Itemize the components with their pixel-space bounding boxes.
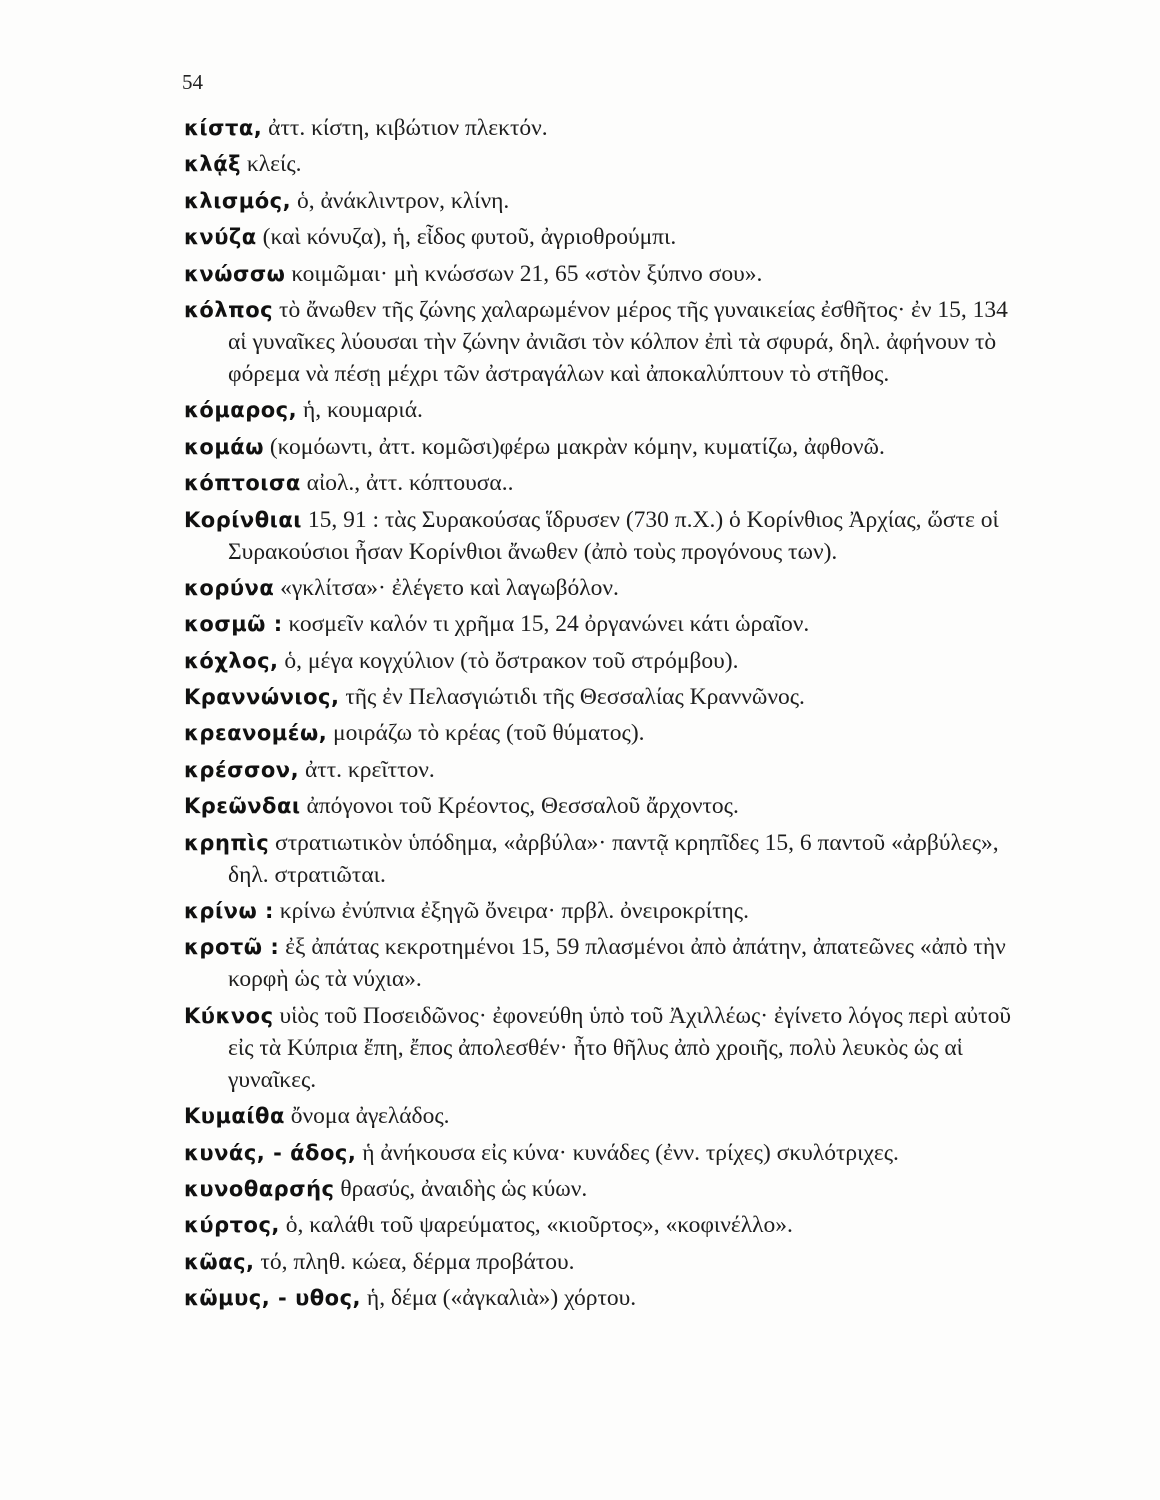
glossary-entry	[184, 895, 1014, 927]
glossary-entry	[184, 221, 1014, 253]
glossary-entry	[184, 467, 1014, 499]
glossary-entry	[184, 1100, 1014, 1132]
entry-lemma: κυνοθαρσής	[184, 1176, 335, 1201]
entry-definition: «γκλίτσα»· ἐλέγετο καὶ λαγωβόλον.	[274, 574, 619, 601]
glossary-entries	[184, 112, 1014, 1319]
entry-definition: ἡ ἀνήκουσα εἰς κύνα· κυνάδες (ἐνν. τρίχες) σκυλότριχες.	[356, 1139, 899, 1166]
entry-lemma: κροτῶ :	[184, 935, 280, 960]
page-number: 54	[182, 70, 203, 94]
entry-definition: ἡ, κουμαριά.	[297, 397, 423, 424]
glossary-entry	[184, 112, 1014, 144]
entry-definition: αἰολ., ἀττ. κόπτουσα..	[300, 470, 514, 497]
entry-lemma: κορύνα	[184, 575, 275, 600]
glossary-entry	[184, 1282, 1014, 1314]
entry-definition: κρίνω ἐνύπνια ἐξηγῶ ὄνειρα· πρβλ. ὀνειροκρίτης.	[273, 898, 749, 925]
entry-lemma: κῶας,	[184, 1249, 255, 1274]
entry-definition: 15, 91 : τὰς Συρακούσας ἵδρυσεν (730 π.Χ.) ὁ Κορίνθιος Ἀρχίας, ὥστε οἱ Συρακούσιοι ἦσαν Κορίνθιοι ἄνωθεν (ἀπὸ τοὺς προγόνους των).	[228, 506, 999, 565]
entry-lemma: κόμαρος,	[184, 398, 298, 423]
entry-definition: στρατιωτικὸν ὑπόδημα, «ἀρβύλα»· παντᾷ κρηπῖδες 15, 6 παντοῦ «ἀρβύλες», δηλ. στρατιῶται.	[228, 829, 999, 888]
entry-definition: ὁ, μέγα κογχύλιον (τὸ ὄστρακον τοῦ στρόμβου).	[278, 647, 739, 674]
glossary-entry	[184, 827, 1014, 891]
entry-lemma: κόλπος	[184, 297, 274, 322]
entry-lemma: κυνάς, - άδος,	[184, 1140, 357, 1165]
entry-lemma: κοσμῶ :	[184, 612, 283, 637]
entry-lemma: Κύκνος	[184, 1003, 274, 1028]
entry-definition: ὁ, καλάθι τοῦ ψαρεύματος, «κιοῦρτος», «κοφινέλλο».	[279, 1212, 793, 1239]
entry-definition: ὁ, ἀνάκλιντρον, κλίνη.	[291, 187, 510, 214]
entry-lemma: κνύζα	[184, 225, 257, 250]
glossary-entry	[184, 394, 1014, 426]
entry-lemma: κρηπὶς	[184, 830, 270, 855]
glossary-entry	[184, 754, 1014, 786]
entry-definition: (κομόωντι, ἀττ. κομῶσι)φέρω μακρὰν κόμην, κυματίζω, ἀφθονῶ.	[263, 433, 885, 460]
entry-definition: τό, πληθ. κώεα, δέρμα προβάτου.	[254, 1248, 575, 1275]
entry-lemma: κύρτος,	[184, 1213, 280, 1238]
glossary-entry	[184, 931, 1014, 995]
glossary-entry	[184, 681, 1014, 713]
glossary-entry	[184, 294, 1014, 390]
entry-lemma: κνώσσω	[184, 261, 286, 286]
entry-lemma: κλισμός,	[184, 188, 292, 213]
entry-lemma: κίστα,	[184, 116, 263, 140]
entry-definition: κοσμεῖν καλόν τι χρῆμα 15, 24 ὀργανώνει κάτι ὡραῖον.	[282, 611, 810, 638]
glossary-entry	[184, 608, 1014, 640]
entry-definition: ἀττ. κρεῖττον.	[299, 756, 435, 783]
entry-definition: τῆς ἐν Πελασγιώτιδι τῆς Θεσσαλίας Κραννῶνος.	[339, 684, 805, 711]
entry-lemma: Κορίνθιαι	[184, 507, 302, 532]
entry-definition: ἡ, δέμα («ἀγκαλιὰ») χόρτου.	[361, 1285, 637, 1312]
glossary-entry	[184, 258, 1014, 290]
entry-definition: κοιμῶμαι· μὴ κνώσσων 21, 65 «στὸν ξύπνο σου».	[285, 260, 763, 287]
glossary-entry	[184, 1209, 1014, 1241]
glossary-entry	[184, 1246, 1014, 1278]
glossary-entry	[184, 1173, 1014, 1205]
glossary-entry	[184, 148, 1014, 180]
glossary-entry	[184, 185, 1014, 217]
entry-lemma: κρίνω :	[184, 899, 274, 924]
entry-lemma: κόπτοισα	[184, 471, 301, 496]
entry-lemma: κόχλος,	[184, 648, 279, 673]
glossary-entry	[184, 1000, 1014, 1096]
entry-definition: τὸ ἄνωθεν τῆς ζώνης χαλαρωμένον μέρος τῆς γυναικείας ἐσθῆτος· ἐν 15, 134 αἱ γυναῖκες λύουσαι τὴν ζώνην ἀνιᾶσι τὸν κόλπον ἐπὶ τὰ σφυρά, δηλ. ἀφήνουν τὸ φόρεμα νὰ πέσῃ μέχρι τῶν ἀστραγάλων καὶ ἀποκαλύπτουν τὸ στῆθος.	[228, 296, 1008, 387]
entry-definition: ὄνομα ἀγελάδος.	[284, 1103, 450, 1130]
glossary-entry	[184, 572, 1014, 604]
glossary-entry	[184, 504, 1014, 568]
glossary-entry	[184, 717, 1014, 749]
entry-lemma: κῶμυς, - υθος,	[184, 1286, 362, 1311]
glossary-entry	[184, 1137, 1014, 1169]
entry-definition: ἀπόγονοι τοῦ Κρέοντος, Θεσσαλοῦ ἄρχοντος.	[300, 793, 739, 820]
entry-lemma: Κραννώνιος,	[184, 685, 340, 710]
entry-definition: (καὶ κόνυζα), ἡ, εἶδος φυτοῦ, ἀγριοθρούμπι.	[256, 224, 677, 251]
entry-lemma: κρεανομέω,	[184, 721, 328, 746]
glossary-entry	[184, 645, 1014, 677]
entry-lemma: Κρεῶνδαι	[184, 794, 301, 819]
entry-definition: κλείς.	[241, 151, 302, 178]
entry-definition: ἐξ ἀπάτας κεκροτημένοι 15, 59 πλασμένοι ἀπὸ ἀπάτην, ἀπατεῶνες «ἀπὸ τὴν κορφὴ ὡς τὰ νύχια».	[228, 934, 1006, 993]
entry-definition: θρασύς, ἀναιδὴς ὡς κύων.	[334, 1175, 588, 1202]
entry-lemma: Κυμαίθα	[184, 1104, 285, 1129]
entry-lemma: κομάω	[184, 434, 264, 459]
entry-definition: μοιράζω τὸ κρέας (τοῦ θύματος).	[327, 720, 645, 747]
entry-lemma: κλᾴξ	[184, 152, 242, 177]
entry-definition: υἱὸς τοῦ Ποσειδῶνος· ἐφονεύθη ὑπὸ τοῦ Ἀχιλλέως· ἐγίνετο λόγος περὶ αὐτοῦ εἰς τὰ Κύπρια ἔπη, ἔπος ἀπολεσθέν· ἦτο θῆλυς ἀπὸ χροιῆς, πολὺ λευκὸς ὡς αἱ γυναῖκες.	[228, 1002, 1011, 1093]
entry-lemma: κρέσσον,	[184, 757, 300, 782]
glossary-entry	[184, 790, 1014, 822]
entry-definition: ἀττ. κίστη, κιβώτιον πλεκτόν.	[262, 115, 548, 141]
glossary-entry	[184, 431, 1014, 463]
